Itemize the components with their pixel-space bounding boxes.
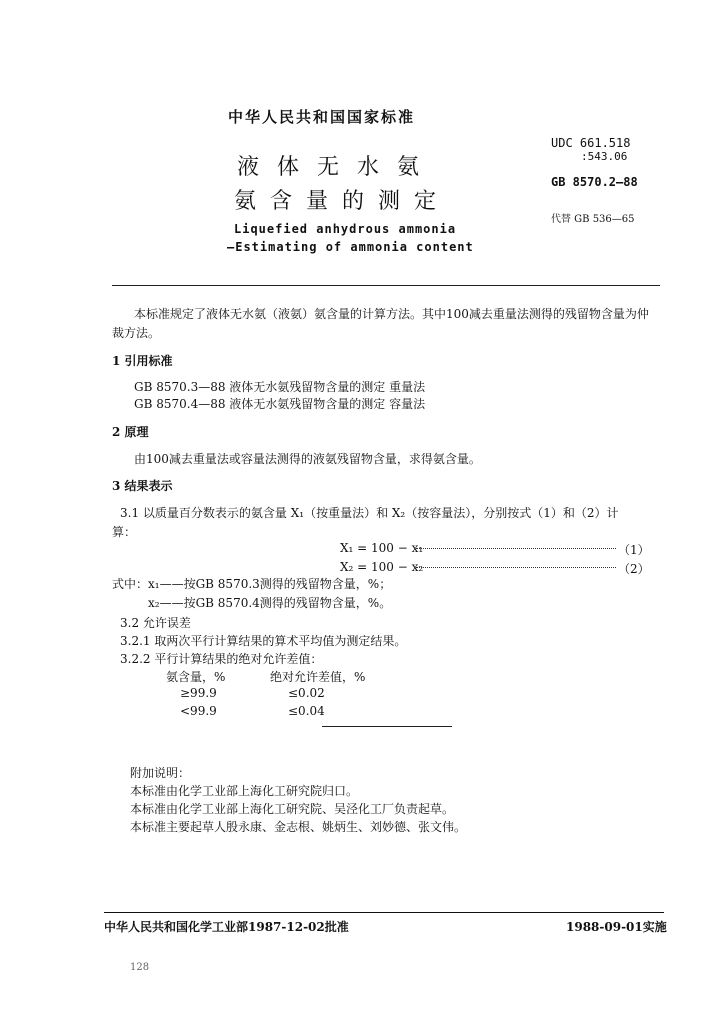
gb-number: GB 8570.2—88: [551, 175, 638, 189]
table-row2-content: <99.9: [180, 704, 217, 718]
principle-text: 由100减去重量法或容量法测得的液氨残留物含量，求得氨含量。: [134, 452, 481, 466]
where-x1: 式中：x₁——按GB 8570.3测得的残留物含量，%；: [112, 577, 392, 591]
formula-1: X₁ = 100 − x₁: [340, 541, 424, 555]
section2-heading: 2 原理: [112, 425, 149, 439]
intro-line1: 本标准规定了液体无水氨（液氨）氨含量的计算方法。其中100减去重量法测得的残留物含量为仲: [134, 307, 649, 321]
reference-2: GB 8570.4—88 液体无水氨残留物含量的测定 容量法: [134, 397, 426, 411]
formula-2-number: （2）: [618, 562, 650, 576]
section3-heading: 3 结果表示: [112, 479, 173, 493]
table-row1-tolerance: ≤0.02: [288, 686, 325, 700]
clause-3-2: 3.2 允许误差: [120, 616, 191, 630]
notes-line3: 本标准主要起草人殷永康、金志根、姚炳生、刘妙德、张文伟。: [130, 820, 467, 834]
title-en-line2: —Estimating of ammonia content: [227, 240, 474, 254]
clause-3-2-1: 3.2.1 取两次平行计算结果的算术平均值为测定结果。: [120, 634, 407, 648]
notes-line1: 本标准由化学工业部上海化工研究院归口。: [130, 784, 359, 798]
footer-divider: [104, 912, 664, 913]
title-zh-line2: 氨含量的测定: [234, 189, 451, 214]
clause-3-1-line2: 算：: [112, 525, 137, 539]
formula-2: X₂ = 100 − x₂: [340, 560, 424, 574]
title-en-line1: Liquefied anhydrous ammonia: [234, 222, 457, 236]
formula-2-leader: [416, 567, 616, 568]
title-zh-line1: 液体无水氨: [237, 155, 438, 180]
notes-heading: 附加说明：: [130, 766, 191, 780]
reference-1: GB 8570.3—88 液体无水氨残留物含量的测定 重量法: [134, 380, 426, 394]
formula-1-number: （1）: [618, 543, 650, 557]
formula-1-leader: [416, 548, 616, 549]
udc-code: UDC 661.518: [551, 136, 631, 150]
approval-date: 中华人民共和国化学工业部1987-12-02批准: [104, 920, 349, 934]
clause-3-2-2: 3.2.2 平行计算结果的绝对允许差值：: [120, 652, 323, 666]
table-header-content: 氨含量，%: [166, 670, 226, 684]
end-of-text-rule: [322, 726, 452, 727]
table-row1-content: ≥99.9: [180, 686, 217, 700]
notes-line2: 本标准由化学工业部上海化工研究院、吴泾化工厂负责起草。: [130, 802, 455, 816]
intro-line2: 裁方法。: [112, 326, 161, 340]
where-x2: x₂——按GB 8570.4测得的残留物含量，%。: [148, 596, 392, 610]
page-number: 128: [130, 962, 150, 973]
replaces-note: 代替 GB 536—65: [551, 214, 635, 225]
table-row2-tolerance: ≤0.04: [288, 704, 325, 718]
header-divider: [112, 285, 660, 286]
clause-3-1-line1: 3.1 以质量百分数表示的氨含量 X₁（按重量法）和 X₂（按容量法），分别按式（1）和（2）计: [120, 506, 619, 520]
udc-code-suffix: :543.06: [581, 150, 628, 163]
table-header-tolerance: 绝对允许差值，%: [270, 670, 366, 684]
effective-date: 1988-09-01实施: [566, 920, 667, 934]
standard-org-header: 中华人民共和国国家标准: [228, 108, 416, 126]
section1-heading: 1 引用标准: [112, 354, 173, 368]
